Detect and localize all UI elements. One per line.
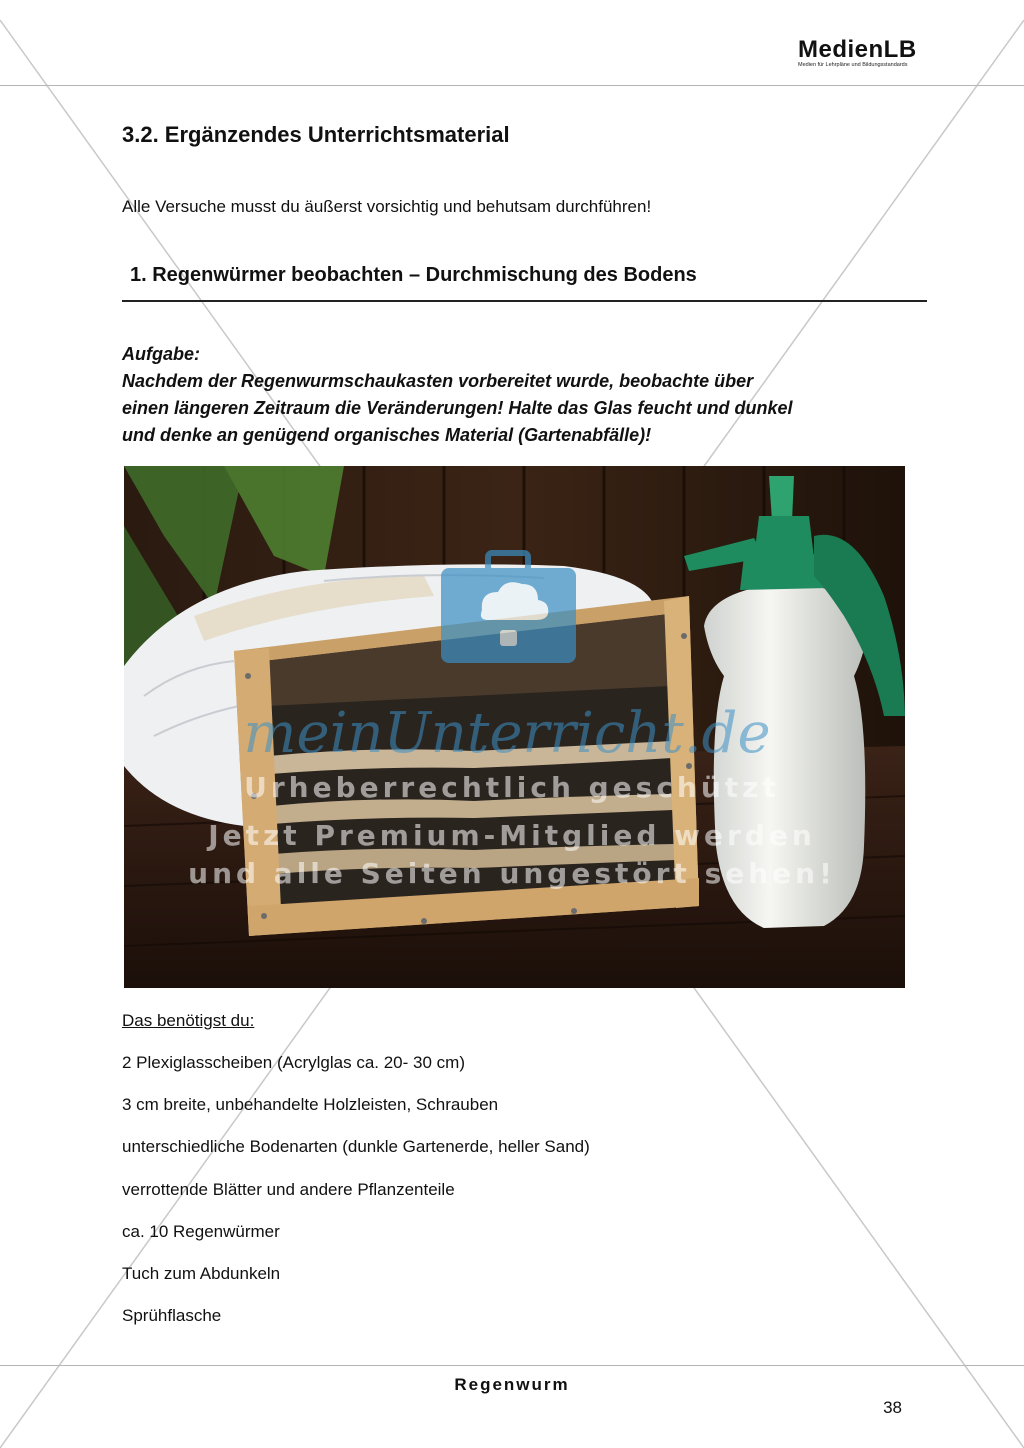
materials-item: ca. 10 Regenwürmer (122, 1222, 280, 1241)
logo-name: MedienLB (798, 36, 917, 63)
task-line: und denke an genügend organisches Material (Gartenabfälle)! (122, 425, 652, 445)
task-line: Nachdem der Regenwurmschaukasten vorbereitet wurde, beobachte über (122, 371, 754, 391)
task-line: einen längeren Zeitraum die Veränderungen! Halte das Glas feucht und dunkel (122, 398, 793, 418)
page-number: 38 (883, 1398, 902, 1417)
experiment-title: 1. Regenwürmer beobachten – Durchmischung des Bodens (130, 264, 697, 286)
task-label: Aufgabe: (122, 344, 200, 364)
materials-item: unterschiedliche Bodenarten (dunkle Gartenerde, heller Sand) (122, 1137, 590, 1156)
header-rule (0, 85, 1024, 86)
watermark-site: meinUnterricht.de (243, 701, 771, 766)
wormery-photo (124, 466, 905, 988)
watermark-line-3: und alle Seiten ungestört sehen! (188, 857, 836, 890)
wormery-illustration (124, 466, 905, 988)
medienlb-logo (798, 38, 938, 69)
task-block (122, 341, 912, 449)
materials-item: Tuch zum Abdunkeln (122, 1264, 281, 1283)
materials-title: Das benötigst du: (122, 1011, 255, 1030)
intro-text: Alle Versuche musst du äußerst vorsichtig und behutsam durchführen! (122, 197, 652, 216)
footer-rule (0, 1365, 1024, 1366)
watermark-line-2: Jetzt Premium-Mitglied werden (208, 819, 816, 852)
section-title: 3.2. Ergänzendes Unterrichtsmaterial (122, 122, 510, 147)
footer-title: Regenwurm (454, 1375, 570, 1394)
experiment-title-rule (122, 300, 927, 302)
materials-item: 2 Plexiglasscheiben (Acrylglas ca. 20- 30 cm) (122, 1053, 465, 1072)
logo-tagline: Medien für Lehrpläne und Bildungsstandards (798, 62, 908, 68)
materials-item: Sprühflasche (122, 1306, 222, 1325)
materials-item: 3 cm breite, unbehandelte Holzleisten, Schrauben (122, 1095, 499, 1114)
watermark-line-1: Urheberrechtlich geschützt (244, 771, 780, 804)
materials-item: verrottende Blätter und andere Pflanzenteile (122, 1180, 455, 1199)
